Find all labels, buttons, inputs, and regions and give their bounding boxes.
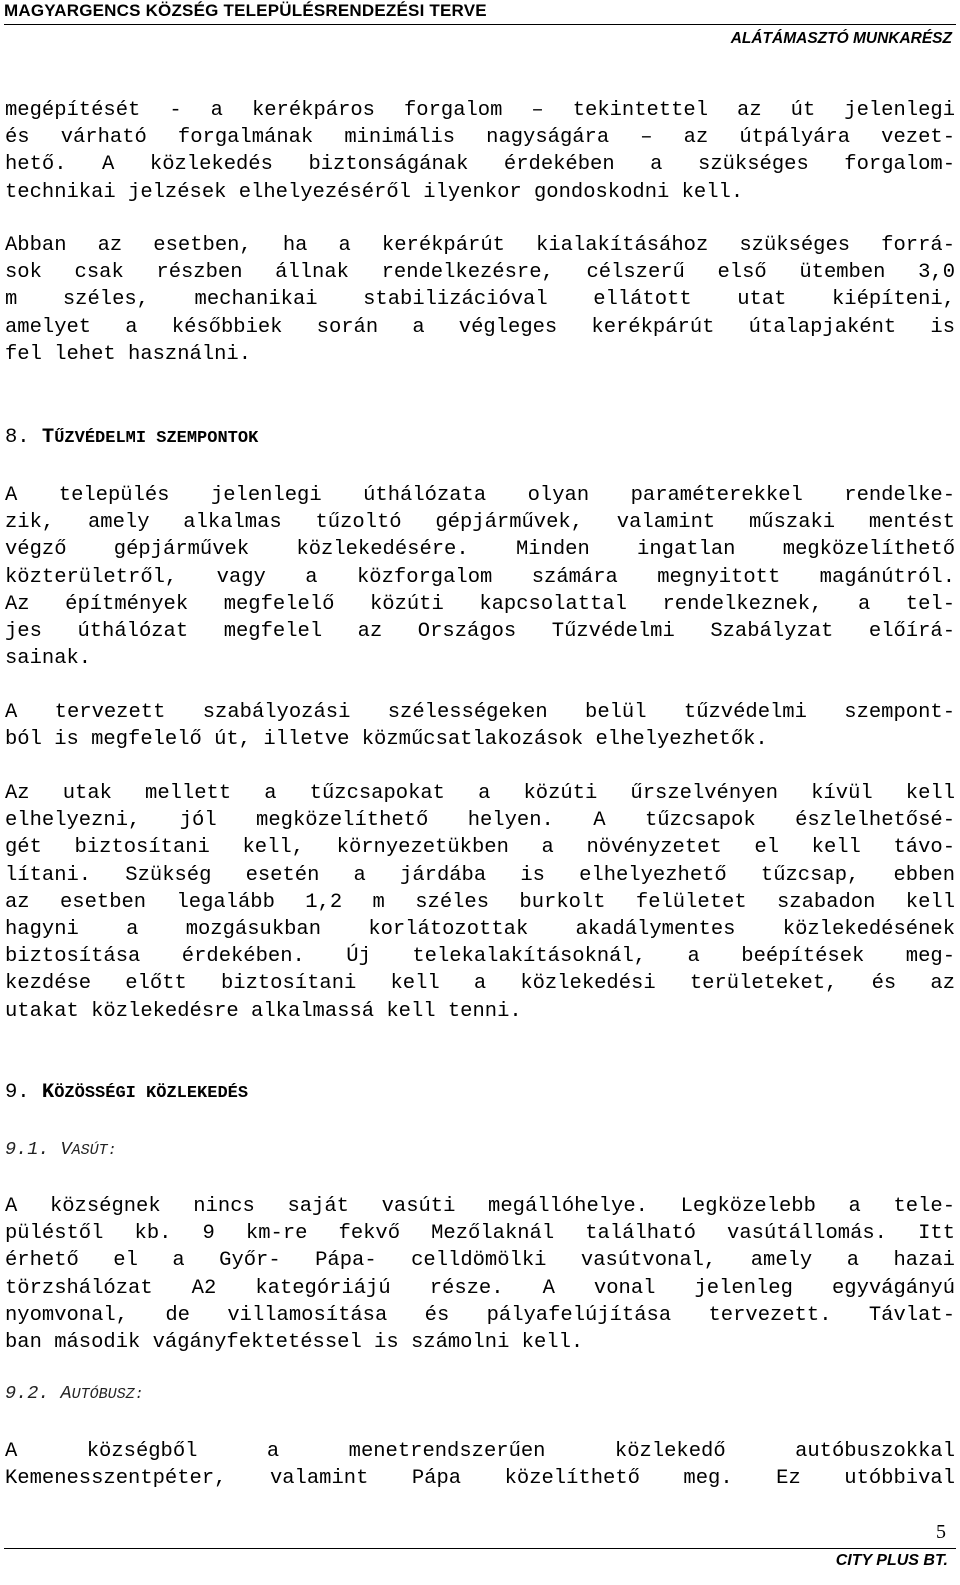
paragraph-6: [5, 1193, 955, 1356]
subsection-title: ASÚT:: [71, 1142, 117, 1159]
text-line: A községnek nincs saját vasúti megállóhelye. Legközelebb a tele-: [5, 1195, 955, 1218]
text-line: lítani. Szükség esetén a járdába is elhelyezhető tűzcsap, ebben: [5, 863, 955, 887]
paragraph-2: [5, 232, 955, 368]
text-line: és várható forgalmának minimális nagyságára – az útpályára vezet-: [5, 126, 955, 150]
text-line: Abban az esetben, ha a kerékpárút kialakításához szükséges forrá-: [5, 234, 955, 257]
section-title-initial: K: [41, 1081, 55, 1104]
text-line: az esetben legalább 1,2 m széles burkolt felületet szabadon kell: [5, 890, 955, 914]
text-line: végző gépjárművek közlekedésére. Minden ingatlan megközelíthető: [5, 538, 955, 562]
text-line: zik, amely alkalmas tűzoltó gépjárművek, valamint műszaki mentést: [5, 511, 955, 535]
text-line: A községből a menetrendszerűen közlekedő autóbuszokkal: [5, 1440, 955, 1463]
subsection-title-initial: A: [60, 1383, 72, 1404]
text-line: sok csak részben állnak rendelkezésre, célszerű első ütemben 3,0: [5, 261, 955, 285]
company-name: CITY PLUS BT.: [835, 1552, 948, 1569]
paragraph-4: [5, 699, 955, 753]
page-number: 5: [936, 1521, 946, 1543]
subsection-number: 9.2.: [5, 1383, 50, 1404]
text-line: Az építmények megfelelő közúti kapcsolattal rendelkeznek, a tel-: [5, 592, 955, 616]
text-line: hagyni a mozgásukban korlátozottak akadálymentes közlekedésének: [5, 917, 955, 941]
text-line: nyomvonal, de villamosítása és pályafelújítása tervezett. Távlat-: [5, 1303, 955, 1327]
text-line: utakat közlekedésre alkalmassá kell tenni.: [5, 999, 522, 1023]
text-line: kezdése előtt biztosítani kell a közlekedési területeket, és az: [5, 972, 955, 996]
paragraph-3: [5, 482, 955, 672]
text-line: jes úthálózat megfelel az Országos Tűzvédelmi Szabályzat előírá-: [5, 619, 955, 643]
text-line: m széles, mechanikai stabilizációval ellátott utat kiépíteni,: [5, 288, 955, 312]
text-line: fel lehet használni.: [5, 342, 252, 366]
text-line: közterületről, vagy a közforgalom számára megnyitott magánútról.: [5, 565, 955, 589]
text-line: technikai jelzések elhelyezéséről ilyenkor gondoskodni kell.: [5, 180, 744, 204]
section-number: 9.: [5, 1081, 30, 1104]
text-line: törzshálózat A2 kategóriájú része. A vonal jelenleg egyvágányú: [5, 1276, 955, 1300]
section-heading-8: [5, 426, 258, 449]
paragraph-5: [5, 780, 955, 1025]
text-line: biztosítása érdekében. Új telekalakításoknál, a beépítések meg-: [5, 945, 955, 969]
paragraph-1: [5, 97, 955, 206]
document-subtitle: ALÁTÁMASZTÓ MUNKARÉSZ: [730, 30, 952, 47]
text-line: Kemenesszentpéter, valamint Pápa közelíthető meg. Ez utóbbival: [5, 1467, 955, 1491]
text-line: Az utak mellett a tűzcsapokat a közúti űrszelvényen kívül kell: [5, 782, 955, 805]
text-line: amelyet a későbbiek során a végleges kerékpárút útalapjaként is: [5, 315, 955, 339]
text-line: sainak.: [5, 647, 92, 671]
text-line: elhelyezni, jól megközelíthető helyen. A tűzcsapok észlelhetősé-: [5, 809, 955, 833]
text-line: ból is megfelelő út, illetve közműcsatlakozások elhelyezhetők.: [5, 728, 768, 752]
text-line: gét biztosítani kell, környezetükben a növényzetet el kell távo-: [5, 836, 955, 860]
text-line: A tervezett szabályozási szélességeken belül tűzvédelmi szempont-: [5, 701, 955, 724]
text-line: megépítését - a kerékpáros forgalom – tekintettel az út jelenlegi: [5, 99, 955, 122]
paragraph-7: [5, 1438, 955, 1492]
text-line: ban második vágányfektetéssel is számolni kell.: [5, 1330, 584, 1354]
subsection-heading-9-2: [5, 1383, 144, 1404]
section-number: 8.: [5, 426, 30, 449]
text-line: hető. A közlekedés biztonságának érdekében a szükséges forgalom-: [5, 153, 955, 177]
text-line: érhető el a Győr- Pápa- celldömölki vasútvonal, amely a hazai: [5, 1249, 955, 1273]
subsection-number: 9.1.: [5, 1139, 50, 1160]
footer-rule: [4, 1548, 956, 1549]
document-title: MAGYARGENCS KÖZSÉG TELEPÜLÉSRENDEZÉSI TERVE: [4, 1, 487, 20]
section-title: ŰZVÉDELMI SZEMPONTOK: [54, 429, 259, 448]
text-line: A település jelenlegi úthálózata olyan paraméterekkel rendelke-: [5, 484, 955, 507]
subsection-title: UTÓBUSZ:: [71, 1386, 144, 1403]
header-rule: [4, 24, 956, 25]
section-title-initial: T: [41, 426, 55, 449]
section-heading-9: [5, 1081, 248, 1104]
section-title: ÖZÖSSÉGI KÖZLEKEDÉS: [54, 1084, 249, 1103]
subsection-heading-9-1: [5, 1139, 117, 1160]
text-line: püléstől kb. 9 km-re fekvő Mezőlaknál található vasútállomás. Itt: [5, 1222, 955, 1246]
subsection-title-initial: V: [60, 1139, 72, 1160]
